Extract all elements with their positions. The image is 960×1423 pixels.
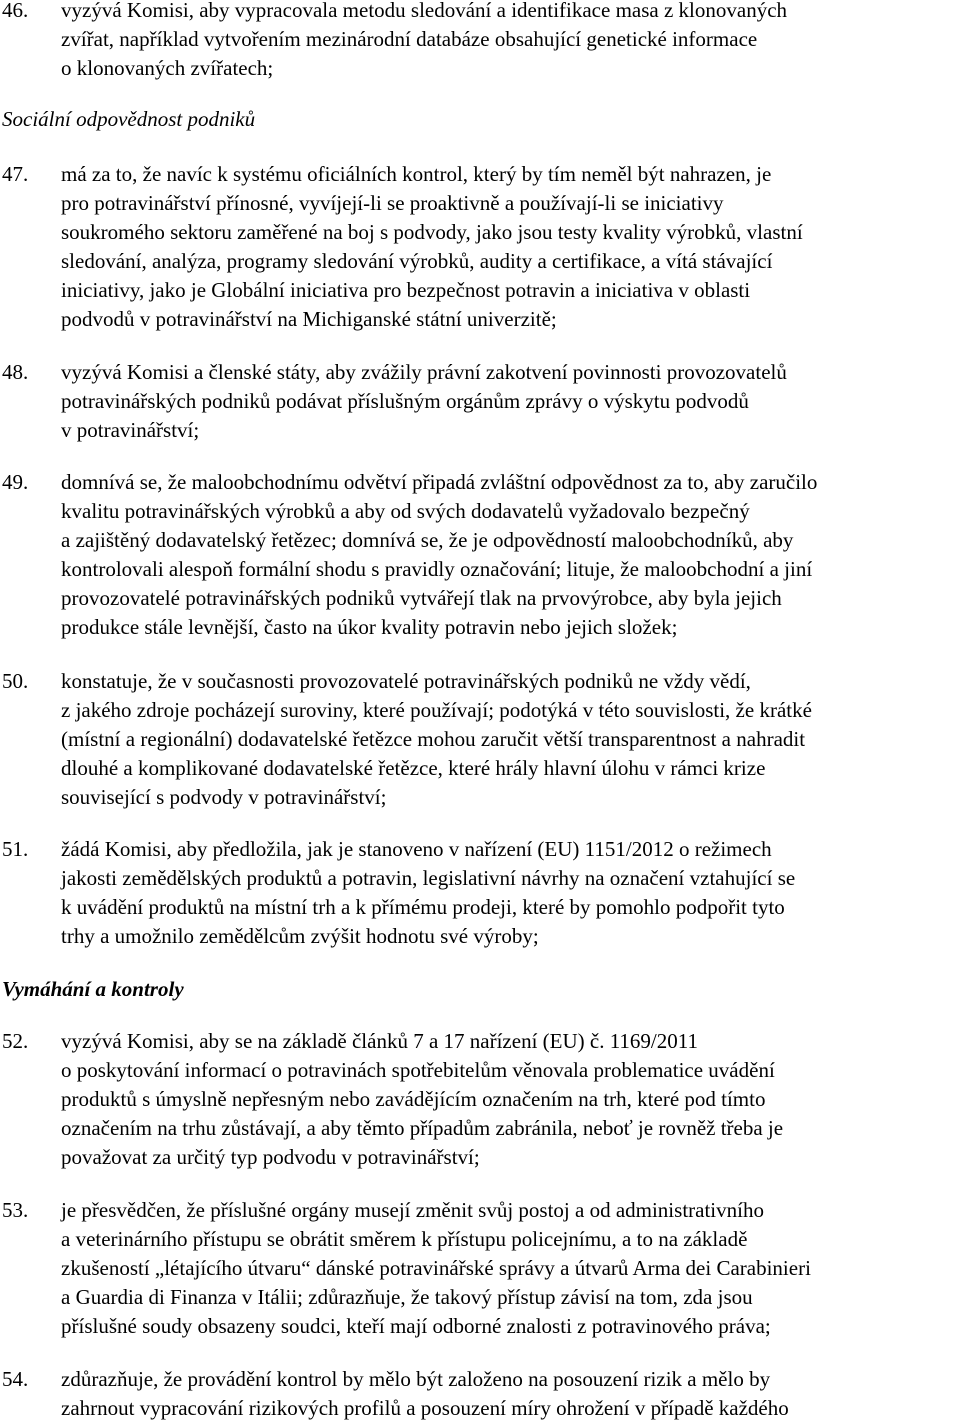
paragraph-number: 52. bbox=[2, 1029, 29, 1053]
text-line: (místní a regionální) dodavatelské řetězce mohou zaručit větší transparentnost a nahradit bbox=[61, 727, 806, 751]
paragraph-text bbox=[61, 835, 951, 951]
text-line: a veterinárního přístupu se obrátit směrem k přístupu policejnímu, a to na základě bbox=[61, 1227, 748, 1251]
text-line: o klonovaných zvířatech; bbox=[61, 56, 274, 80]
text-line: příslušné soudy obsazeny soudci, kteří mají odborné znalosti z potravinového práva; bbox=[61, 1314, 771, 1338]
text-line: vyzývá Komisi a členské státy, aby zvážily právní zakotvení povinnosti provozovatelů bbox=[61, 360, 787, 384]
text-line: vyzývá Komisi, aby vypracovala metodu sledování a identifikace masa z klonovaných bbox=[61, 0, 788, 22]
paragraph-number: 51. bbox=[2, 837, 29, 861]
paragraph-text bbox=[61, 160, 951, 334]
text-line: a zajištěný dodavatelský řetězec; domnívá se, že je odpovědností maloobchodníků, aby bbox=[61, 528, 794, 552]
text-line: konstatuje, že v současnosti provozovatelé potravinářských podniků ne vždy vědí, bbox=[61, 669, 751, 693]
paragraph-number: 46. bbox=[2, 0, 29, 22]
text-line: provozovatelé potravinářských podniků vytvářejí tlak na prvovýrobce, aby byla jejich bbox=[61, 586, 782, 610]
text-line: o poskytování informací o potravinách spotřebitelům věnovala problematice uvádění bbox=[61, 1058, 775, 1082]
text-line: je přesvědčen, že příslušné orgány musejí změnit svůj postoj a od administrativního bbox=[61, 1198, 764, 1222]
paragraph-number: 47. bbox=[2, 162, 29, 186]
section-heading-enforcement: Vymáhání a kontroly bbox=[2, 977, 184, 1001]
text-line: produkce stále levnější, často na úkor kvality potravin nebo jejich složek; bbox=[61, 615, 678, 639]
paragraph-number: 53. bbox=[2, 1198, 29, 1222]
text-line: pro potravinářství přínosné, vyvíjejí-li se proaktivně a používají-li se iniciativy bbox=[61, 191, 724, 215]
section-heading-social-responsibility: Sociální odpovědnost podniků bbox=[2, 107, 256, 131]
paragraph-number: 48. bbox=[2, 360, 29, 384]
text-line: v potravinářství; bbox=[61, 418, 200, 442]
paragraph-text bbox=[61, 358, 951, 445]
paragraph-text bbox=[61, 0, 951, 83]
text-line: zvířat, například vytvořením mezinárodní databáze obsahující genetické informace bbox=[61, 27, 758, 51]
paragraph-text bbox=[61, 1196, 951, 1341]
paragraph-text bbox=[61, 667, 951, 812]
paragraph-text bbox=[61, 1027, 951, 1172]
text-line: domnívá se, že maloobchodnímu odvětví připadá zvláštní odpovědnost za to, aby zaručilo bbox=[61, 470, 818, 494]
text-line: trhy a umožnilo zemědělcům zvýšit hodnotu své výroby; bbox=[61, 924, 539, 948]
text-line: zdůrazňuje, že provádění kontrol by mělo být založeno na posouzení rizik a mělo by bbox=[61, 1367, 771, 1391]
paragraph-number: 54. bbox=[2, 1367, 29, 1391]
text-line: vyzývá Komisi, aby se na základě článků 7 a 17 nařízení (EU) č. 1169/2011 bbox=[61, 1029, 698, 1053]
text-line: dlouhé a komplikované dodavatelské řetězce, které hrály hlavní úlohu v rámci krize bbox=[61, 756, 766, 780]
text-line: zahrnout vypracování rizikových profilů a posouzení míry ohrožení v případě každého bbox=[61, 1396, 789, 1420]
text-line: z jakého zdroje pocházejí suroviny, které používají; podotýká v této souvislosti, že krátké bbox=[61, 698, 812, 722]
paragraph-number: 50. bbox=[2, 669, 29, 693]
text-line: potravinářských podniků podávat příslušným orgánům zprávy o výskytu podvodů bbox=[61, 389, 749, 413]
text-line: sledování, analýza, programy sledování výrobků, audity a certifikace, a vítá stávající bbox=[61, 249, 773, 273]
paragraph-text bbox=[61, 1365, 951, 1423]
paragraph-text bbox=[61, 468, 951, 642]
text-line: jakosti zemědělských produktů a potravin, legislativní návrhy na označení vztahující se bbox=[61, 866, 796, 890]
text-line: má za to, že navíc k systému oficiálních kontrol, který by tím neměl být nahrazen, je bbox=[61, 162, 772, 186]
text-line: produktů s úmyslně nepřesným nebo zavádějícím označením na trh, které pod tímto bbox=[61, 1087, 766, 1111]
text-line: žádá Komisi, aby předložila, jak je stanoveno v nařízení (EU) 1151/2012 o režimech bbox=[61, 837, 772, 861]
text-line: zkušeností „létajícího útvaru“ dánské potravinářské správy a útvarů Arma dei Carabinieri bbox=[61, 1256, 811, 1280]
text-line: považovat za určitý typ podvodu v potravinářství; bbox=[61, 1145, 480, 1169]
text-line: označením na trhu zůstávají, a aby těmto případům zabránila, neboť je rovněž třeba je bbox=[61, 1116, 784, 1140]
text-line: k uvádění produktů na místní trh a k přímému prodeji, které by pomohlo podpořit tyto bbox=[61, 895, 785, 919]
text-line: související s podvody v potravinářství; bbox=[61, 785, 387, 809]
text-line: iniciativy, jako je Globální iniciativa pro bezpečnost potravin a iniciativa v oblasti bbox=[61, 278, 751, 302]
text-line: kontrolovali alespoň formální shodu s pravidly označování; lituje, že maloobchodní a jiní bbox=[61, 557, 813, 581]
text-line: podvodů v potravinářství na Michiganské státní univerzitě; bbox=[61, 307, 557, 331]
text-line: kvalitu potravinářských výrobků a aby od svých dodavatelů vyžadovalo bezpečný bbox=[61, 499, 750, 523]
text-line: soukromého sektoru zaměřené na boj s podvody, jako jsou testy kvality výrobků, vlastní bbox=[61, 220, 803, 244]
text-line: a Guardia di Finanza v Itálii; zdůrazňuje, že takový přístup závisí na tom, zda jsou bbox=[61, 1285, 753, 1309]
paragraph-number: 49. bbox=[2, 470, 29, 494]
